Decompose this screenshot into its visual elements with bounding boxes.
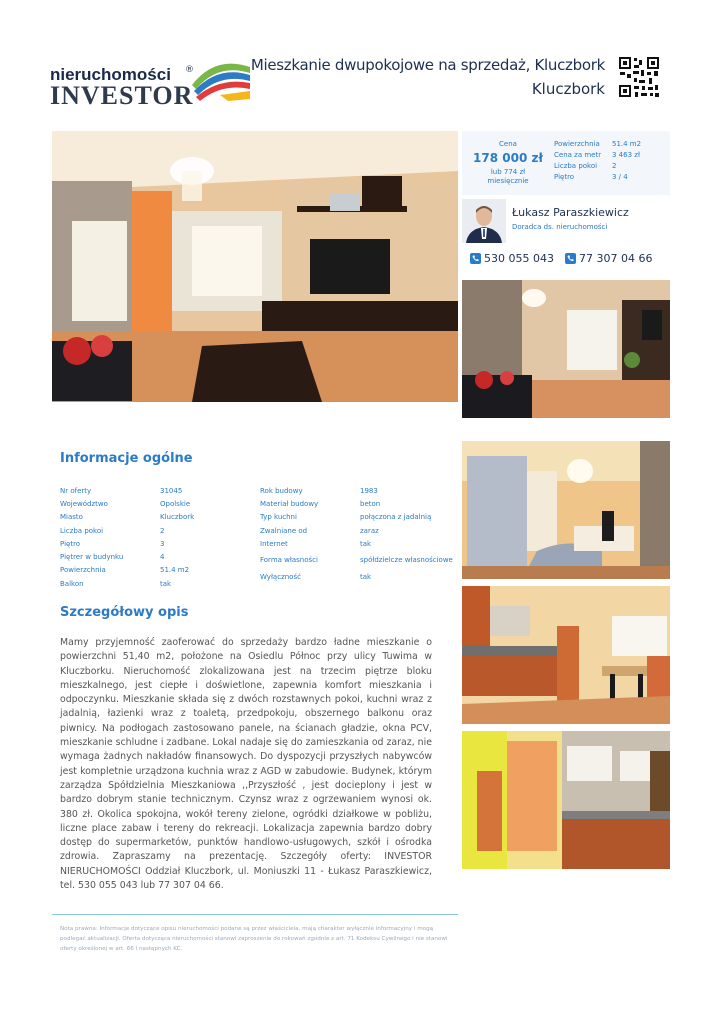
info-value: 1983	[360, 486, 378, 495]
logo-swoosh-icon	[190, 55, 252, 105]
info-value: tak	[160, 579, 172, 588]
info-row	[260, 550, 460, 570]
general-info-heading: Informacje ogólne	[60, 451, 193, 466]
logo-registered-mark: ®	[185, 65, 194, 75]
agent-avatar	[462, 199, 506, 243]
phone-icon	[565, 253, 576, 264]
company-logo	[50, 55, 250, 115]
price-panel	[462, 131, 670, 195]
kitchen-photo-2[interactable]	[462, 731, 670, 869]
info-row	[260, 524, 460, 537]
info-label: Liczba pokoi	[60, 526, 104, 535]
info-row	[60, 564, 260, 577]
price-row-label: Liczba pokoi	[554, 162, 598, 170]
listing-title: Mieszkanie dwupokojowe na sprzedaż, Kluczbork	[250, 56, 605, 74]
description-text: Mamy przyjemność zaoferować do sprzedaży bardzo ładne mieszkanie o powierzchni 51,40 m2, położone na Osiedlu Północ przy ulicy Tuwima w Kluczborku. Nieruchomość zlokalizowana jest na trzecim piętrze bloku mieszkalnego, jest ciepłe i doświetlone, zapewnia komfort mieszkania i odpoczynku. Mieszkanie składa się z dwóch rozstawnych pokoi, kuchni wraz z jadalnią, łazienki wraz z toaletą, przedpokoju, obszernego balkonu oraz piwnicy. Na podłogach zastosowano panele, na ścianach gładzie, okna PCV, mieszkanie schludne i zadbane. Lokal nadaje się do zamieszkania od zaraz, nie wymaga żadnych nakładów finansowych. Do dyspozycji przyszłych nabywców jest kompletnie urządzona kuchnia wraz z AGD w zabudowie. Budynek, którym zarządza Spółdzielnia Mieszkaniowa ,,Przyszłość , jest docieplony i jest w bardzo dobrym stanie technicznym. Czynsz wraz z ogrzewaniem wynosi ok. 380 zł. Okolica spokojna, wokół tereny zielone, ogródki działkowe w pobliżu, liczne place zabaw i tereny do rekreacji. Lokalizacja zapewnia bardzo dobry dostęp do supermarketów, punktów handlowo-usługowych, szkół i ośrodka zdrowia. Zapraszamy na prezentację. Szczegóły oferty: INVESTOR NIERUCHOMOŚCI Oddział Kluczbork, ul. Moniuszki 11 - Łukasz Paraszkiewicz, tel. 530 055 043 lub 77 307 04 66.	[60, 637, 432, 892]
info-value: zaraz	[360, 526, 379, 535]
info-row	[260, 511, 460, 524]
info-row	[260, 484, 460, 497]
info-row	[60, 550, 260, 563]
price-monthly	[462, 168, 554, 186]
logo-text-bottom: INVESTOR	[50, 81, 194, 110]
info-label: Typ kuchni	[260, 513, 297, 522]
info-value: połączona z jadalnią	[360, 513, 432, 522]
price-value: 178 000 zł	[473, 151, 543, 165]
general-info-table-right	[260, 484, 460, 584]
legal-note: Nota prawna: Informacje dotyczące opisu nieruchomości podane są przez właściciela, mają charakter wyłącznie informacyjny i mogą podlegać aktualizacji. Oferta dotycząca nieruchomości stanowi zaproszenie do rokowań zgodnie z art. 71 Kodeksu Cywilnego i nie stanowi oferty określonej w art. 66 i następnych KC.	[60, 926, 448, 952]
info-row	[60, 497, 260, 510]
description-heading: Szczegółowy opis	[60, 605, 189, 620]
agent-role: Doradca ds. nieruchomości	[512, 223, 608, 231]
living-room-photo[interactable]	[52, 131, 458, 402]
info-label: Nr oferty	[60, 486, 92, 495]
price-row-value: 3 463 zł	[612, 151, 640, 159]
price-row-label: Piętro	[554, 173, 575, 181]
info-value: beton	[360, 499, 381, 508]
info-value: 31045	[160, 486, 183, 495]
info-value: 51.4 m2	[160, 566, 190, 575]
info-label: Forma własności	[260, 556, 318, 565]
price-label: Cena	[499, 140, 517, 148]
kitchen-photo[interactable]	[462, 586, 670, 724]
agent-phone-mobile[interactable]	[470, 252, 554, 265]
agent-name: Łukasz Paraszkiewicz	[512, 206, 629, 219]
qr-code-icon[interactable]	[618, 56, 660, 98]
price-details	[554, 139, 668, 183]
info-label: Wyłączność	[260, 573, 301, 582]
info-row	[60, 537, 260, 550]
price-row	[554, 139, 668, 150]
price-row-value: 3 / 4	[612, 173, 628, 181]
info-label: Piętro	[60, 539, 81, 548]
info-row	[60, 577, 260, 590]
info-row	[260, 537, 460, 550]
info-value: 2	[160, 526, 165, 535]
living-room-photo-2[interactable]	[462, 280, 670, 418]
info-value: tak	[360, 539, 372, 548]
info-label: Powierzchnia	[60, 566, 106, 575]
info-label: Zwalniane od	[260, 526, 308, 535]
price-row	[554, 161, 668, 172]
info-label: Balkon	[60, 579, 84, 588]
info-row	[60, 511, 260, 524]
bedroom-photo[interactable]	[462, 441, 670, 579]
info-label: Rok budowy	[260, 486, 303, 495]
price-row-value: 51.4 m2	[612, 140, 642, 148]
price-monthly-period: miesięcznie	[487, 177, 529, 185]
price-row	[554, 172, 668, 183]
info-label: Piętrer w budynku	[60, 553, 124, 562]
info-value: Kluczbork	[160, 513, 195, 522]
info-row	[260, 570, 460, 583]
price-row-label: Cena za metr	[554, 151, 602, 159]
agent-phone-mobile-number: 530 055 043	[484, 252, 554, 265]
info-row	[260, 497, 460, 510]
price-row-value: 2	[612, 162, 617, 170]
price-row	[554, 150, 668, 161]
footer-divider	[52, 914, 458, 915]
info-label: Internet	[260, 539, 288, 548]
general-info-table-left	[60, 484, 260, 590]
info-label: Materiał budowy	[260, 499, 319, 508]
logo-text-top: nieruchomości	[50, 65, 171, 84]
phone-icon	[470, 253, 481, 264]
info-value: 4	[160, 553, 165, 562]
listing-city: Kluczbork	[531, 80, 605, 98]
agent-phone-landline[interactable]	[565, 252, 652, 265]
price-row-label: Powierzchnia	[554, 140, 600, 148]
price-monthly-amount: lub 774 zł	[490, 168, 526, 176]
info-label: Miasto	[60, 513, 83, 522]
info-value: Opolskie	[160, 499, 191, 508]
info-value: spółdzielcze własnościowe	[360, 555, 453, 564]
info-label: Województwo	[60, 499, 108, 508]
info-row	[60, 484, 260, 497]
agent-phone-landline-number: 77 307 04 66	[579, 252, 653, 265]
info-row	[60, 524, 260, 537]
info-value: tak	[360, 573, 372, 582]
info-value: 3	[160, 539, 165, 548]
